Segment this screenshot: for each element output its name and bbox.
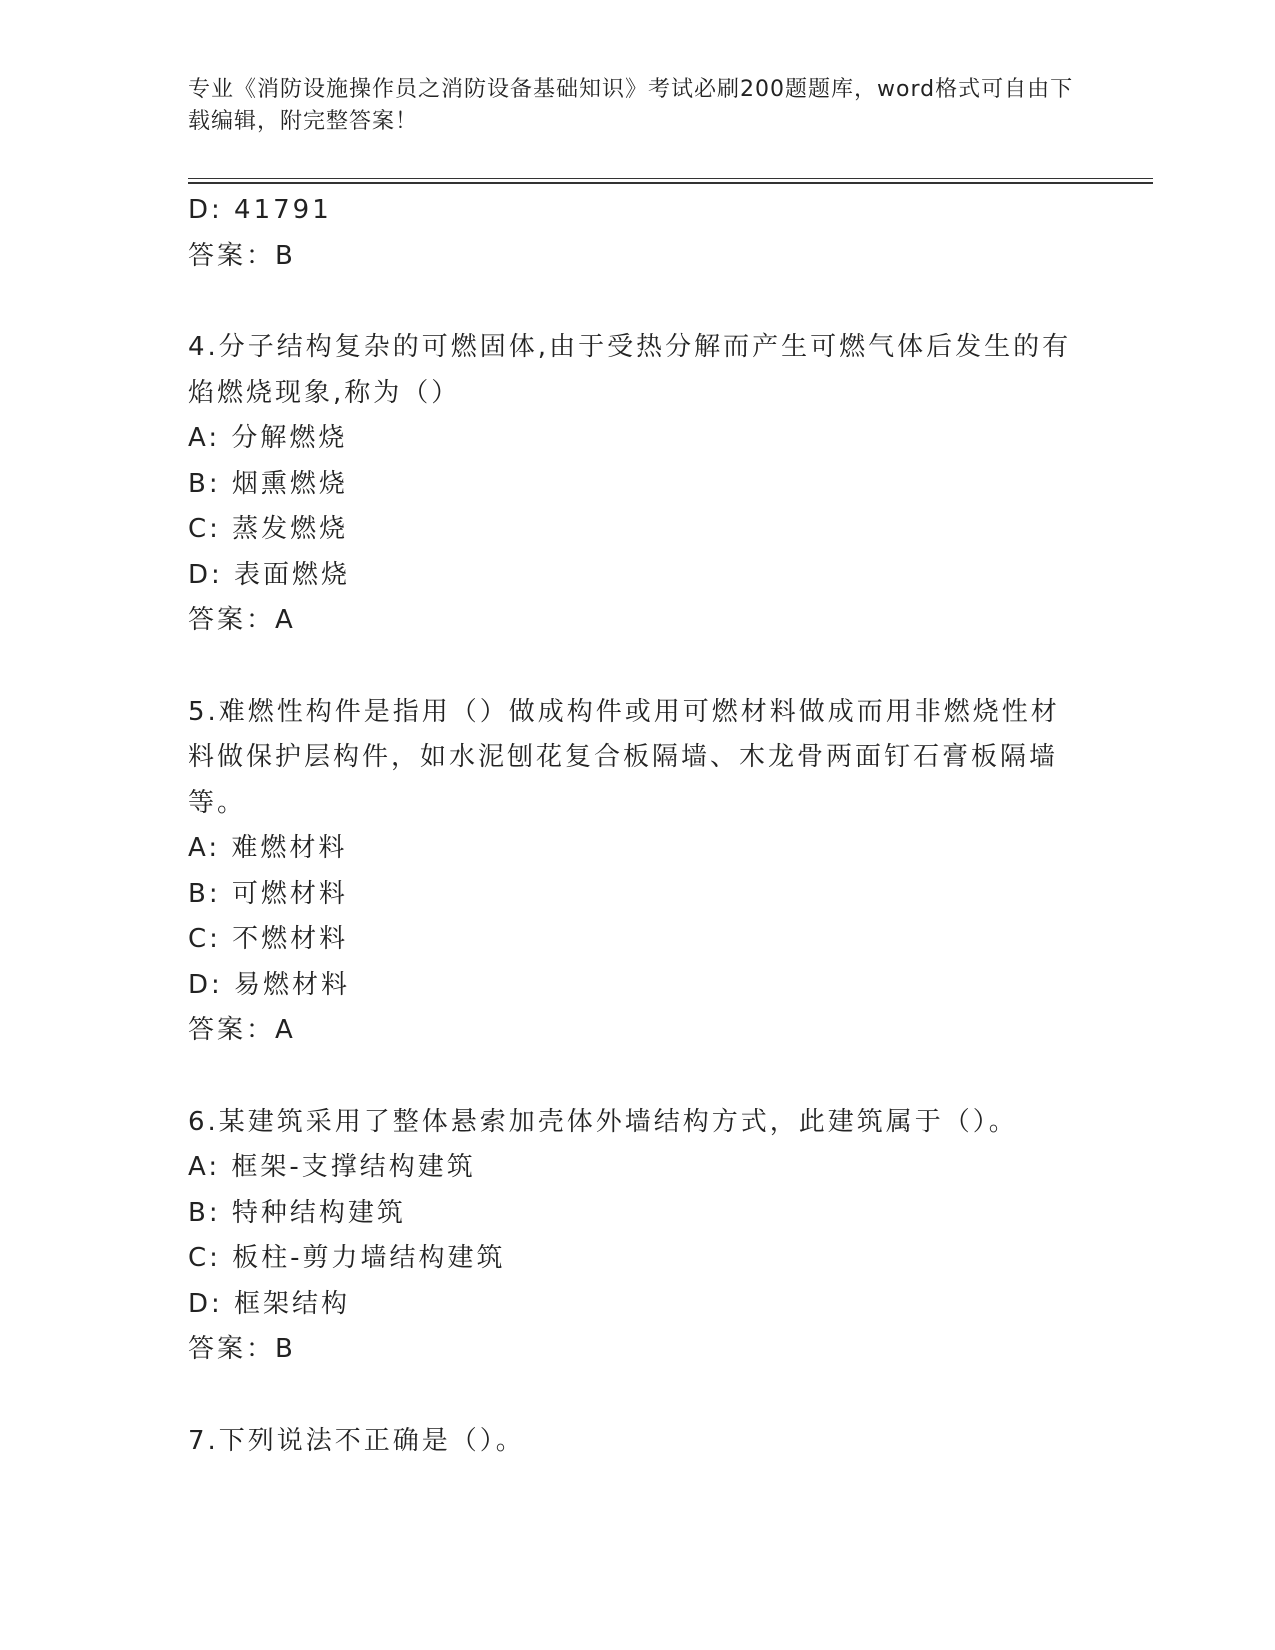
answer-line: 答案：B bbox=[188, 240, 296, 271]
question-5 bbox=[188, 690, 1088, 1054]
option-d: D: 易燃材料 bbox=[188, 969, 351, 1000]
question-text: 6.某建筑采用了整体悬索加壳体外墙结构方式，此建筑属于（）。 bbox=[188, 1106, 1018, 1137]
option-d: D: 41791 bbox=[188, 195, 332, 225]
answer-line: 答案：B bbox=[188, 1334, 296, 1364]
prev-question-tail bbox=[188, 188, 1088, 279]
option-d: D: 框架结构 bbox=[188, 1288, 351, 1319]
option-a: A: 分解燃烧 bbox=[188, 423, 348, 453]
question-7 bbox=[188, 1419, 1088, 1465]
question-text: 5.难燃性构件是指用（）做成构件或用可燃材料做成而用非燃烧性材料做保护层构件，如水泥刨花复合板隔墙、木龙骨两面钉石膏板隔墙等。 bbox=[188, 696, 1060, 818]
header-title: 专业《消防设施操作员之消防设备基础知识》考试必刷200题题库，word格式可自由下载编辑，附完整答案！ bbox=[188, 77, 1074, 134]
option-b: B: 烟熏燃烧 bbox=[188, 468, 348, 499]
question-text: 4.分子结构复杂的可燃固体,由于受热分解而产生可燃气体后发生的有焰燃烧现象,称为（） bbox=[188, 332, 1072, 408]
option-c: C: 板柱-剪力墙结构建筑 bbox=[188, 1243, 506, 1273]
answer-line: 答案：A bbox=[188, 605, 296, 635]
option-c: C: 蒸发燃烧 bbox=[188, 514, 349, 544]
option-c: C: 不燃材料 bbox=[188, 924, 349, 954]
document-header bbox=[188, 74, 1088, 138]
question-text: 7.下列说法不正确是（）。 bbox=[188, 1425, 525, 1456]
answer-line: 答案：A bbox=[188, 1015, 296, 1045]
question-6 bbox=[188, 1100, 1088, 1373]
document-body bbox=[188, 188, 1088, 1464]
option-a: A: 框架-支撑结构建筑 bbox=[188, 1152, 476, 1182]
header-divider-thin bbox=[188, 178, 1153, 179]
option-a: A: 难燃材料 bbox=[188, 833, 348, 863]
option-d: D: 表面燃烧 bbox=[188, 559, 351, 590]
option-b: B: 特种结构建筑 bbox=[188, 1197, 406, 1228]
option-b: B: 可燃材料 bbox=[188, 878, 348, 909]
question-4 bbox=[188, 325, 1088, 644]
header-divider-thick bbox=[188, 182, 1153, 184]
